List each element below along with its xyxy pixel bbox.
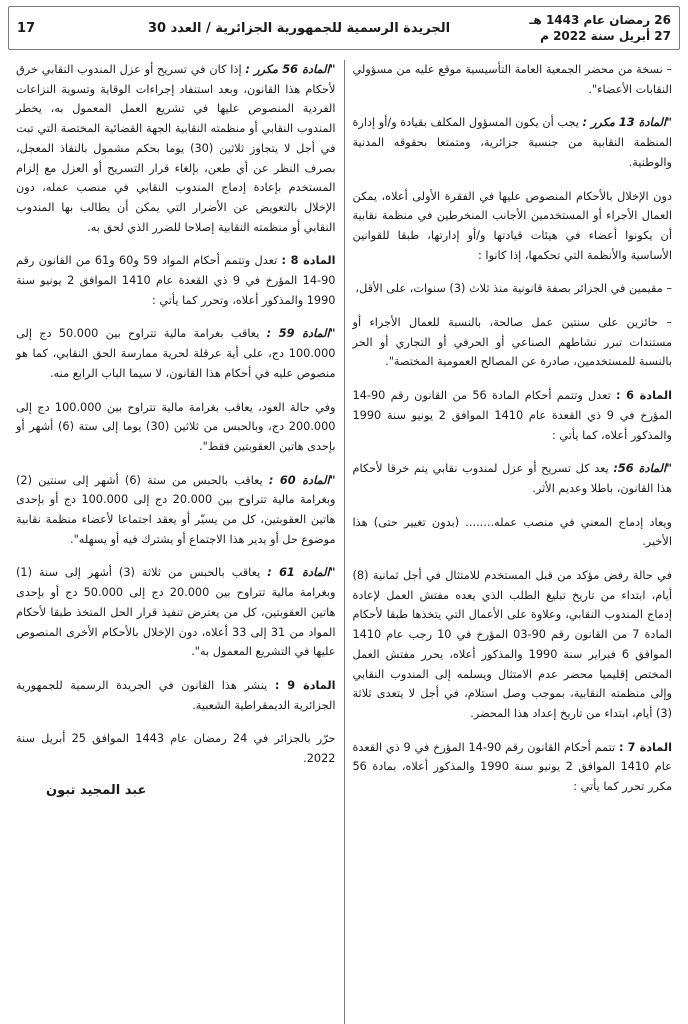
paragraph-text: وفي حالة العود، يعاقب بغرامة مالية تتراوح بين 100.000 دج إلى 200.000 دج، وبالحبس من ثلاثين (30) يوما إلى ستة (6) أشهر أو بإحدى هاتين العقوبتين فقط". bbox=[16, 400, 336, 453]
article-label: "المادة 56: bbox=[613, 462, 673, 476]
paragraph bbox=[353, 513, 673, 552]
paragraph-text: حرّر بالجزائر في 24 رمضان عام 1443 الموافق 25 أبريل سنة 2022. bbox=[16, 732, 336, 766]
header-date-hijri: 26 رمضان عام 1443 هـ bbox=[529, 13, 671, 27]
paragraph bbox=[16, 676, 336, 715]
paragraph bbox=[16, 563, 336, 662]
paragraph bbox=[353, 187, 673, 266]
left-column bbox=[8, 60, 344, 1024]
article-label: المادة 6 : bbox=[616, 389, 672, 403]
paragraph-text: دون الإخلال بالأحكام المنصوص عليها في الفقرة الأولى أعلاه، يمكن العمال الأجراء أو المستخدمين الأجانب المنخرطين في منظمة نقابية أن يكونوا أعضاء في هيئات قيادتها و/أو إدارتها، طبقا للقوانين الأساسية والأنظمة التي تحكمها، إذا كانوا : bbox=[352, 189, 672, 262]
paragraph bbox=[353, 60, 673, 99]
paragraph-text: ويعاد إدماج المعني في منصب عمله........ (بدون تغيير حتى) هذا الأخير. bbox=[352, 515, 672, 549]
article-columns bbox=[8, 60, 680, 1024]
paragraph bbox=[16, 324, 336, 383]
paragraph bbox=[16, 60, 336, 237]
paragraph bbox=[16, 471, 336, 550]
article-label: "المادة 56 مكرر : bbox=[245, 63, 336, 76]
paragraph-text: تعدل وتتمم أحكام المواد 59 و60 و61 من القانون رقم 90-14 المؤرخ في 9 ذي القعدة عام 1410 الموافق 2 يونيو سنة 1990 والمذكور أعلاه، وتحرر كما يأتي : bbox=[16, 254, 336, 307]
header-date bbox=[521, 12, 671, 44]
paragraph bbox=[353, 566, 673, 724]
paragraph bbox=[353, 459, 673, 498]
paragraph-text: تتمم أحكام القانون رقم 90-14 المؤرخ في 9 ذي القعدة عام 1410 الموافق 2 يونيو سنة 1990 والمذكور أعلاه، بمادة 56 مكرر تحرر كما يأتي : bbox=[352, 740, 672, 794]
article-label: "المادة 61 : bbox=[267, 566, 336, 580]
paragraph-text: يجب أن يكون المسؤول المكلف بقيادة و/أو إدارة المنظمة النقابية من جنسية جزائرية، ومتمتعا بحقوقه المدنية والوطنية. bbox=[352, 116, 672, 169]
paragraph-text: – حائزين على سنتين عمل صالحة، بالنسبة للعمال الأجراء أو مستندات تبرر نشاطهم الصناعي أو الحرفي أو التجاري أو الحر بالنسبة للمستخدمين، صادرة عن المصالح العمومية المختصة". bbox=[352, 316, 672, 369]
page-number: 17 bbox=[17, 20, 36, 36]
article-label: المادة 8 : bbox=[281, 254, 336, 268]
header-title: الجريدة الرسمية للجمهورية الجزائرية / العدد 30 bbox=[147, 20, 451, 36]
header-date-gregorian: 27 أبريل سنة 2022 م bbox=[540, 29, 671, 43]
paragraph-text: ينشر هذا القانون في الجريدة الرسمية للجمهورية الجزائرية الديمقراطية الشعبية. bbox=[16, 678, 336, 712]
paragraph bbox=[16, 729, 336, 768]
article-label: المادة 7 : bbox=[618, 740, 672, 754]
paragraph bbox=[353, 279, 673, 299]
article-label: المادة 9 : bbox=[274, 678, 336, 692]
paragraph-text: يعاقب بالحبس من ثلاثة (3) أشهر إلى سنة (1) وبغرامة مالية تتراوح بين 20.000 دج إلى 50.000 دج أو بإحدى هاتين العقوبتين، كل من يعترض تنفيذ قرار الحل المتخذ طبقا لأحكام المواد من 31 إلى 33 أعلاه، دون الإخلال بالأحكام الأخرى المنصوص عليها في التشريع المعمول به". bbox=[16, 566, 336, 659]
paragraph bbox=[353, 313, 673, 372]
paragraph-text: يعد كل تسريح أو عزل لمندوب نقابي يتم خرقا لأحكام هذا القانون، باطلا وعديم الأثر. bbox=[352, 462, 672, 495]
signature: عبد المجيد تبون bbox=[46, 782, 147, 798]
paragraph-text: – مقيمين في الجزائر بصفة قانونية منذ ثلاث (3) سنوات، على الأقل، bbox=[355, 282, 672, 296]
paragraph-text: تعدل وتتمم أحكام المادة 56 من القانون رقم 90-14 المؤرخ في 9 ذي القعدة عام 1410 الموافق 2 يونيو سنة 1990 والمذكور أعلاه، كما يأتي : bbox=[352, 389, 672, 442]
paragraph-text: يعاقب بالحبس من ستة (6) أشهر إلى سنتين (2) وبغرامة مالية تتراوح بين 20.000 دج إلى 100.000 دج أو بإحدى هاتين العقوبتين، كل من يسيّر أو يعقد اجتماعا لأعضاء منظمة نقابية موضوع حل أو يدير هذا الاجتماع أو يشترك فيه أو يسهله". bbox=[16, 473, 336, 546]
paragraph bbox=[353, 738, 673, 797]
paragraph-text: يعاقب بغرامة مالية تتراوح بين 50.000 دج إلى 100.000 دج، على أية عرقلة لحرية ممارسة الحق النقابي، كما هو منصوص عليه في أحكام هذا القانون، لا سيما الباب الرابع منه. bbox=[16, 327, 336, 380]
article-label: "المادة 59 : bbox=[266, 327, 336, 341]
paragraph bbox=[16, 398, 336, 457]
column-divider bbox=[344, 60, 345, 1024]
paragraph bbox=[353, 386, 673, 445]
paragraph bbox=[16, 251, 336, 310]
paragraph bbox=[353, 113, 673, 172]
paragraph-text: – نسخة من محضر الجمعية العامة التأسيسية موقع عليه من مسؤولي النقابات الأعضاء". bbox=[352, 63, 672, 96]
article-label: "المادة 13 مكرر : bbox=[582, 116, 672, 130]
article-label: "المادة 60 : bbox=[268, 473, 336, 487]
page-header bbox=[8, 6, 680, 50]
left-column-paragraphs bbox=[16, 60, 336, 769]
right-column bbox=[345, 60, 681, 1024]
paragraph-text: إذا كان في تسريح أو عزل المندوب النقابي خرق لأحكام هذا القانون، وبعد استنفاد إجراءات الوقاية وتسوية النزاعات الفردية المنصوص عليها في تشريع العمل المعمول به، يخطر المندوب النقابي أو منظمته النقابية الجهة القضائية المختصة التي تبت في أجل لا يتجاوز ثلاثين (30) يوما بحكم مشمول بالنفاذ المعجل، بصرف النظر عن أي طعن، بإلغاء قرار التسريح أو العزل مع إلزام المستخدم بإعادة إدماج المندوب النقابي في منصب عمله، دون الإخلال بالتعويض عن الأضرار التي يمكن أن يطالب بها المندوب النقابي أو منظمته النقابية إصلاحا للضرر الذي لحق به. bbox=[16, 63, 336, 234]
paragraph-text: في حالة رفض مؤكد من قبل المستخدم للامتثال في أجل ثمانية (8) أيام، ابتداء من تاريخ تبليغ الطلب الذي يعده مفتش العمل لإعادة إدماج المندوب النقابي، وعلاوة على الأعمال التي يتخذها طبقا لأحكام المادة 7 من القانون رقم 90-03 المؤرخ في 10 رجب عام 1410 الموافق 6 فبراير سنة 1990 والمذكور أعلاه، يحرر مفتش العمل المختص إقليميا محضر عدم الامتثال ويسلمه إلى المندوب النقابي وإلى منظمته النقابية، بموجب وصل استلام، في أجل لا يتعدى ثلاثة (3) أيام، ابتداء من تاريخ إعداد هذا المحضر. bbox=[352, 569, 673, 720]
